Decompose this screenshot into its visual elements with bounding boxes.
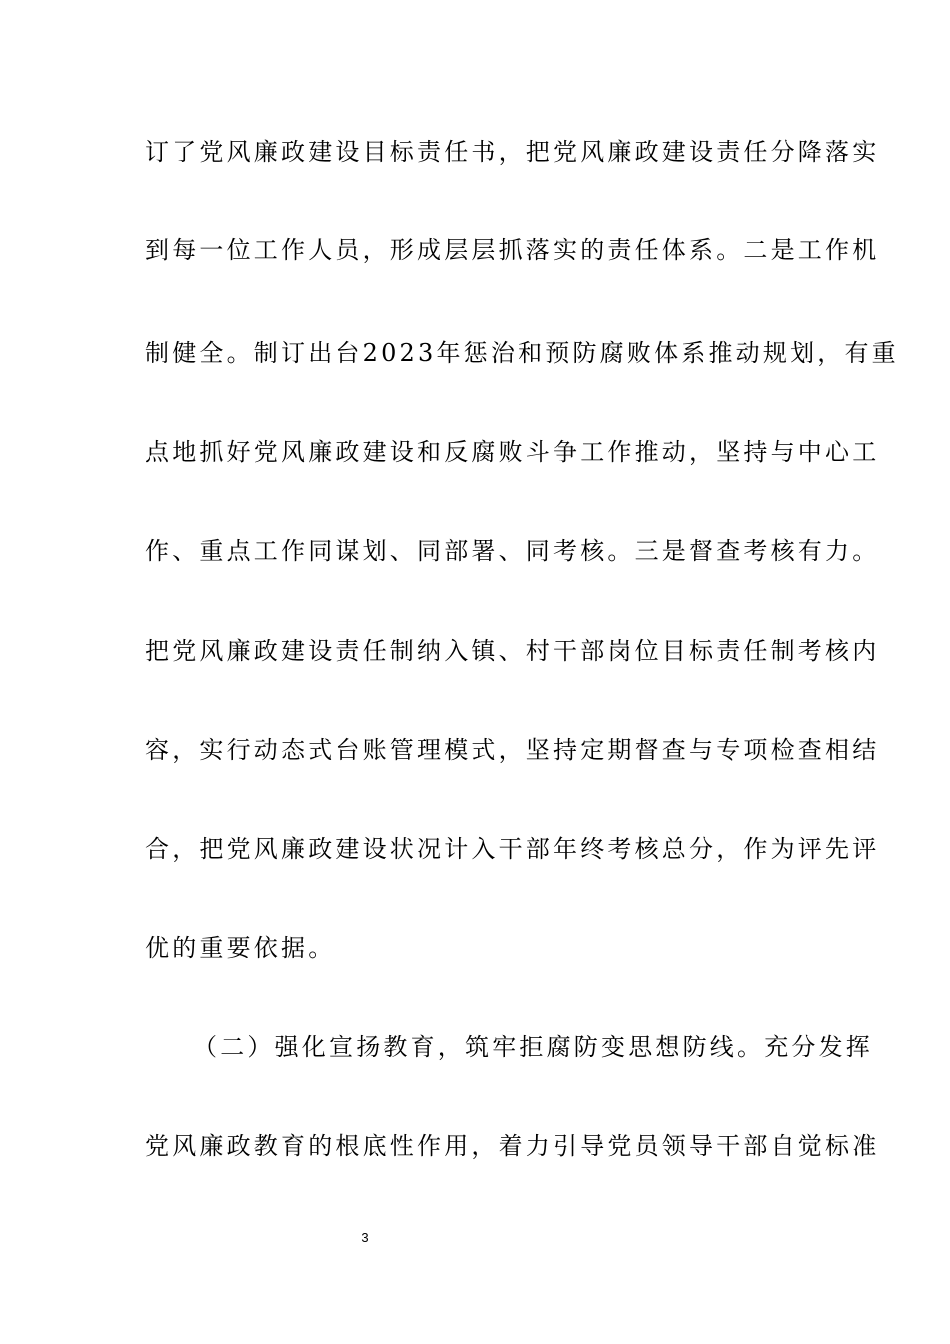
text-line-1: 订了党风廉政建设目标责任书，把党风廉政建设责任分降落实 <box>145 138 880 166</box>
text-line-3: 制健全。制订出台2023年惩治和预防腐败体系推动规划，有重 <box>145 339 899 367</box>
text-line-9: 优的重要依据。 <box>145 934 336 962</box>
text-line-2: 到每一位工作人员，形成层层抓落实的责任体系。二是工作机 <box>145 236 880 264</box>
text-line-5: 作、重点工作同谋划、同部署、同考核。三是督查考核有力。 <box>145 537 880 565</box>
text-line-10: （二）强化宣扬教育，筑牢拒腐防变思想防线。充分发挥 <box>193 1033 873 1061</box>
text-line-8: 合，把党风廉政建设状况计入干部年终考核总分，作为评先评 <box>145 835 880 863</box>
text-line-11: 党风廉政教育的根底性作用，着力引导党员领导干部自觉标准 <box>145 1132 880 1160</box>
text-line-6: 把党风廉政建设责任制纳入镇、村干部岗位目标责任制考核内 <box>145 637 880 665</box>
page-number: 3 <box>361 1230 369 1245</box>
text-line-7: 容，实行动态式台账管理模式，坚持定期督查与专项检查相结 <box>145 736 880 764</box>
text-line-4: 点地抓好党风廉政建设和反腐败斗争工作推动，坚持与中心工 <box>145 438 880 466</box>
